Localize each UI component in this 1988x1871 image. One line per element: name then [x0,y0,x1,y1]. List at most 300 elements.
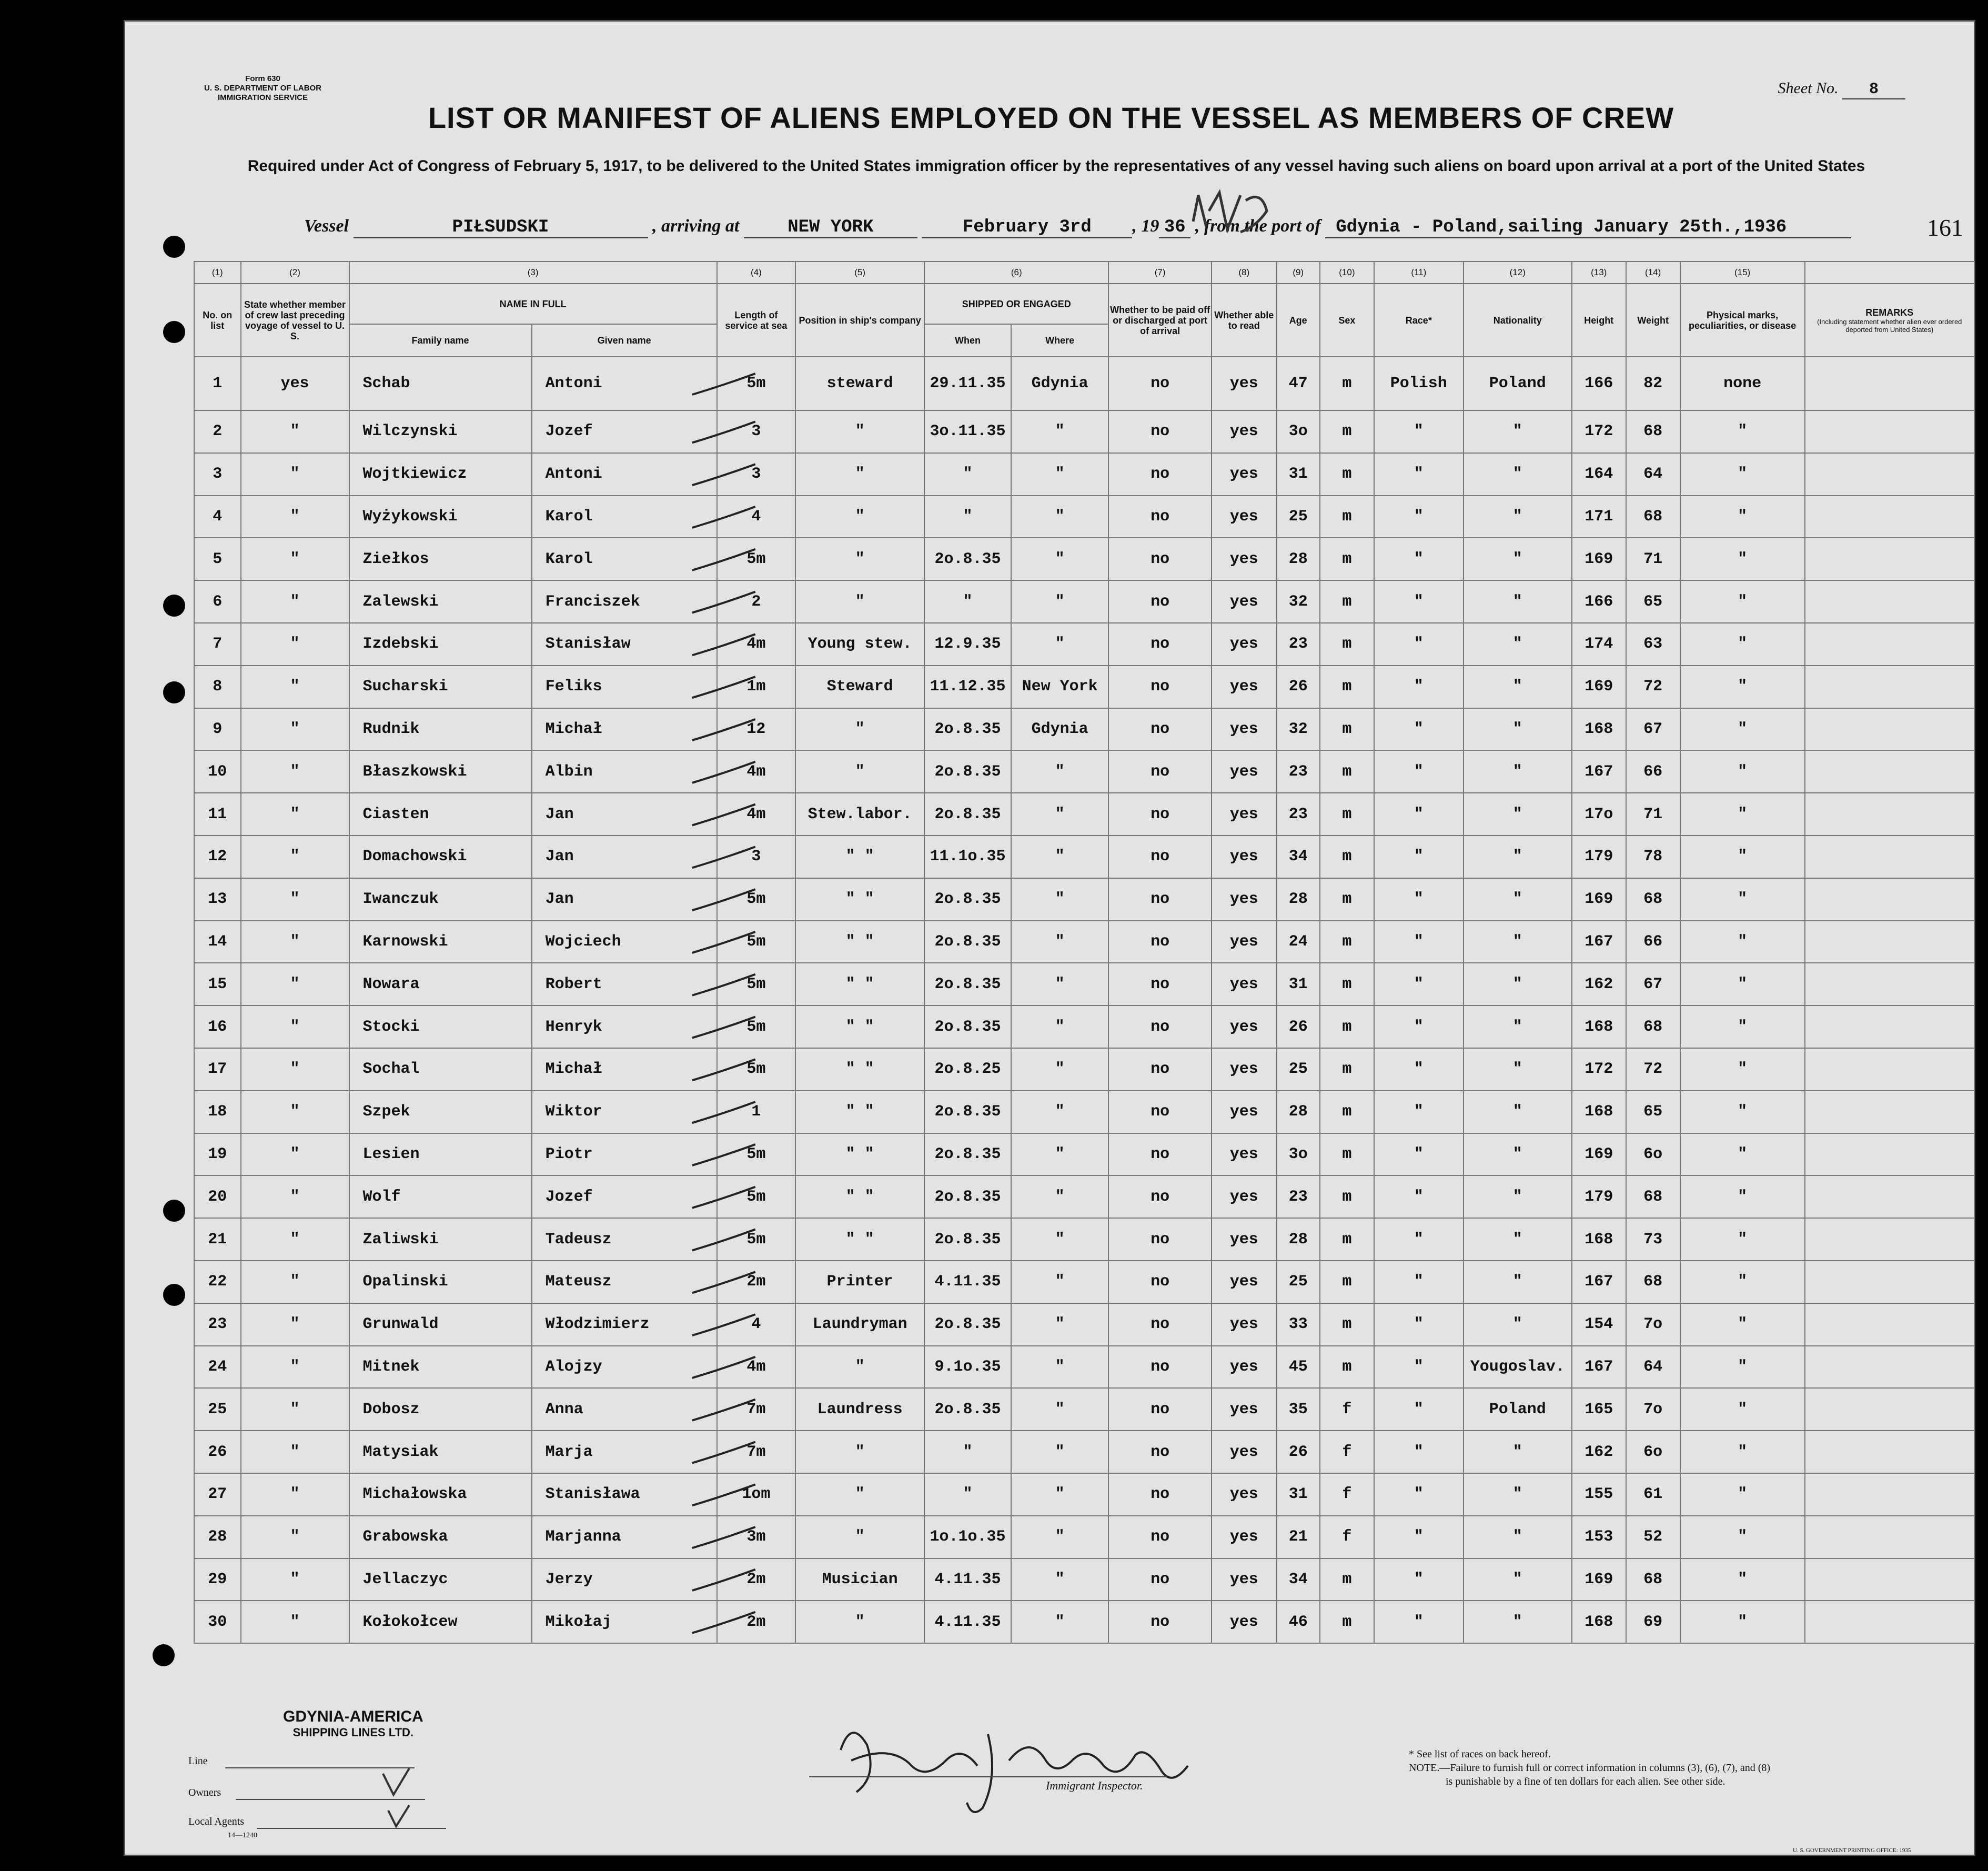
cell-shipped-when: " [924,580,1011,623]
cell-age: 28 [1277,878,1320,921]
cell-given-name: Tadeusz [532,1218,717,1261]
punch-hole [153,1644,175,1666]
cell-position: " [795,750,924,793]
cell-remarks [1805,1558,1974,1601]
cell-race: " [1374,1261,1464,1303]
cell-sex: m [1320,750,1374,793]
cell-nationality: " [1464,836,1572,878]
cell-able-read: yes [1212,496,1277,538]
cell-age: 26 [1277,1431,1320,1473]
cell-shipped-when: 2o.8.35 [924,1218,1011,1261]
cell-able-read: yes [1212,1175,1277,1218]
header-nationality: Nationality [1464,284,1572,357]
departure-port: Gdynia - Poland,sailing January 25th.,1936 [1325,217,1851,238]
cell-prior-voyage: " [241,496,349,538]
col-number: (12) [1464,261,1572,284]
cell-paid-off: no [1108,963,1212,1005]
cell-shipped-where: " [1011,836,1108,878]
cell-length-service: 2 [717,580,795,623]
cell-height: 167 [1572,921,1626,963]
cell-sex: m [1320,1218,1374,1261]
cell-length-service: 4m [717,623,795,666]
cell-physical-marks: none [1680,357,1805,410]
cell-length-service: 5m [717,538,795,580]
voyage-line [304,216,1851,238]
cell-family-name: Stocki [349,1005,532,1048]
cell-shipped-where: " [1011,1558,1108,1601]
cell-given-name: Wiktor [532,1091,717,1133]
cell-family-name: Mitnek [349,1346,532,1389]
cell-given-name: Jan [532,836,717,878]
cell-race: " [1374,1175,1464,1218]
cell-row-number: 22 [194,1261,241,1303]
cell-given-name: Albin [532,750,717,793]
cell-family-name: Grunwald [349,1303,532,1346]
cell-shipped-where: " [1011,1346,1108,1389]
header-row [194,284,1974,324]
cell-length-service: 4m [717,793,795,836]
cell-race: " [1374,878,1464,921]
cell-position: " " [795,1218,924,1261]
cell-position: " " [795,1005,924,1048]
cell-paid-off: no [1108,538,1212,580]
cell-length-service: 3m [717,1516,795,1558]
col-number: (8) [1212,261,1277,284]
table-row [194,793,1974,836]
cell-height: 168 [1572,1601,1626,1643]
punch-hole [163,321,185,343]
cell-remarks [1805,1388,1974,1431]
header-race: Race* [1374,284,1464,357]
cell-race: " [1374,1133,1464,1176]
cell-nationality: Yougoslav. [1464,1346,1572,1389]
cell-able-read: yes [1212,1346,1277,1389]
cell-position: Musician [795,1558,924,1601]
cell-paid-off: no [1108,496,1212,538]
cell-position: " [795,453,924,496]
cell-position: " " [795,836,924,878]
arrival-year: 36 [1159,217,1190,238]
cell-family-name: Nowara [349,963,532,1005]
cell-shipped-when: 2o.8.35 [924,878,1011,921]
cell-shipped-when: 11.12.35 [924,666,1011,708]
col-number: (4) [717,261,795,284]
cell-race: " [1374,750,1464,793]
cell-age: 23 [1277,1175,1320,1218]
cell-weight: 68 [1626,410,1680,453]
cell-height: 154 [1572,1303,1626,1346]
cell-physical-marks: " [1680,623,1805,666]
cell-remarks [1805,793,1974,836]
footnote-penalty-cont: is punishable by a fine of ten dollars for each alien. See other side. [1446,1776,1725,1787]
cell-race: " [1374,1005,1464,1048]
col-number: (11) [1374,261,1464,284]
cell-prior-voyage: " [241,878,349,921]
cell-family-name: Matysiak [349,1431,532,1473]
cell-length-service: 2m [717,1601,795,1643]
cell-weight: 68 [1626,878,1680,921]
cell-race: " [1374,963,1464,1005]
cell-length-service: 1 [717,1091,795,1133]
cell-paid-off: no [1108,1473,1212,1516]
col-number: (7) [1108,261,1212,284]
cell-nationality: " [1464,410,1572,453]
header-given-name: Given name [532,324,717,357]
cell-shipped-when: 3o.11.35 [924,410,1011,453]
form-identifier [204,74,321,103]
cell-race: " [1374,1601,1464,1643]
cell-shipped-where: Gdynia [1011,357,1108,410]
cell-shipped-where: " [1011,750,1108,793]
cell-position: " [795,410,924,453]
handwritten-mark [1177,179,1293,258]
table-row [194,836,1974,878]
table-row [194,1303,1974,1346]
cell-given-name: Marja [532,1431,717,1473]
header-physical: Physical marks, peculiarities, or disease [1680,284,1805,357]
cell-nationality: " [1464,1133,1572,1176]
table-row [194,708,1974,751]
cell-row-number: 5 [194,538,241,580]
cell-shipped-when: 29.11.35 [924,357,1011,410]
cell-weight: 71 [1626,793,1680,836]
cell-sex: m [1320,921,1374,963]
cell-shipped-where: " [1011,1048,1108,1091]
cell-row-number: 19 [194,1133,241,1176]
cell-able-read: yes [1212,1388,1277,1431]
cell-shipped-when: 11.1o.35 [924,836,1011,878]
cell-able-read: yes [1212,921,1277,963]
cell-nationality: " [1464,666,1572,708]
cell-remarks [1805,878,1974,921]
inspector-signature-line [809,1776,1167,1777]
cell-paid-off: no [1108,1091,1212,1133]
cell-weight: 68 [1626,496,1680,538]
col-number: (9) [1277,261,1320,284]
cell-length-service: 2m [717,1558,795,1601]
table-row [194,496,1974,538]
cell-able-read: yes [1212,538,1277,580]
header-height: Height [1572,284,1626,357]
cell-family-name: Zalewski [349,580,532,623]
cell-prior-voyage: " [241,1303,349,1346]
cell-shipped-when: 2o.8.35 [924,1388,1011,1431]
cell-prior-voyage: " [241,1133,349,1176]
cell-weight: 52 [1626,1516,1680,1558]
cell-given-name: Stanisław [532,623,717,666]
table-row [194,921,1974,963]
cell-position: Printer [795,1261,924,1303]
cell-able-read: yes [1212,1261,1277,1303]
cell-weight: 7o [1626,1303,1680,1346]
cell-shipped-where: " [1011,1218,1108,1261]
table-row [194,750,1974,793]
header-state-member: State whether member of crew last preceding voyage of vessel to U. S. [241,284,349,357]
cell-race: " [1374,1218,1464,1261]
cell-age: 3o [1277,410,1320,453]
cell-sex: m [1320,1005,1374,1048]
cell-able-read: yes [1212,410,1277,453]
cell-given-name: Stanisława [532,1473,717,1516]
cell-physical-marks: " [1680,1091,1805,1133]
cell-paid-off: no [1108,410,1212,453]
cell-weight: 67 [1626,963,1680,1005]
cell-given-name: Jerzy [532,1558,717,1601]
cell-length-service: 7m [717,1431,795,1473]
cell-length-service: 4m [717,1346,795,1389]
cell-height: 165 [1572,1388,1626,1431]
cell-age: 23 [1277,793,1320,836]
cell-race: " [1374,1346,1464,1389]
header-remarks-sub: (Including statement whether alien ever ordered deported from United States) [1817,317,1962,334]
cell-age: 35 [1277,1388,1320,1431]
cell-shipped-when: 2o.8.35 [924,793,1011,836]
cell-physical-marks: " [1680,1261,1805,1303]
cell-shipped-where: " [1011,538,1108,580]
cell-length-service: 4 [717,1303,795,1346]
cell-shipped-when: 1o.1o.35 [924,1516,1011,1558]
cell-able-read: yes [1212,1091,1277,1133]
cell-paid-off: no [1108,1388,1212,1431]
cell-shipped-where: " [1011,921,1108,963]
cell-able-read: yes [1212,1303,1277,1346]
cell-shipped-where: " [1011,1261,1108,1303]
cell-nationality: " [1464,496,1572,538]
header-sex: Sex [1320,284,1374,357]
inspector-signature [820,1713,1198,1818]
cell-race: " [1374,1091,1464,1133]
cell-remarks [1805,1601,1974,1643]
cell-age: 32 [1277,580,1320,623]
cell-remarks [1805,1303,1974,1346]
cell-weight: 68 [1626,1261,1680,1303]
cell-sex: m [1320,623,1374,666]
cell-shipped-when: 2o.8.35 [924,1133,1011,1176]
col-number: (13) [1572,261,1626,284]
cell-prior-voyage: " [241,666,349,708]
cell-remarks [1805,1005,1974,1048]
cell-given-name: Robert [532,963,717,1005]
cell-length-service: 3 [717,453,795,496]
cell-physical-marks: " [1680,878,1805,921]
punch-hole [163,1284,185,1306]
cell-race: " [1374,1558,1464,1601]
header-weight: Weight [1626,284,1680,357]
form-number: Form 630 [245,74,280,83]
cell-prior-voyage: " [241,1091,349,1133]
cell-age: 28 [1277,1218,1320,1261]
cell-age: 28 [1277,1091,1320,1133]
department-name: U. S. DEPARTMENT OF LABOR [204,84,322,93]
cell-shipped-when: 4.11.35 [924,1558,1011,1601]
cell-physical-marks: " [1680,1133,1805,1176]
cell-height: 153 [1572,1516,1626,1558]
cell-length-service: 3 [717,410,795,453]
cell-height: 168 [1572,1005,1626,1048]
cell-prior-voyage: " [241,410,349,453]
cell-height: 179 [1572,836,1626,878]
cell-sex: m [1320,708,1374,751]
cell-family-name: Iwanczuk [349,878,532,921]
arrival-port: NEW YORK [744,217,917,238]
cell-physical-marks: " [1680,453,1805,496]
header-no-on-list: No. on list [194,284,241,357]
cell-nationality: " [1464,878,1572,921]
cell-paid-off: no [1108,836,1212,878]
punch-hole [163,681,185,703]
cell-prior-voyage: " [241,580,349,623]
cell-height: 172 [1572,410,1626,453]
cell-sex: m [1320,963,1374,1005]
cell-position: " [795,496,924,538]
cell-remarks [1805,1091,1974,1133]
cell-sex: m [1320,1048,1374,1091]
cell-row-number: 21 [194,1218,241,1261]
cell-shipped-where: " [1011,1431,1108,1473]
cell-height: 168 [1572,1218,1626,1261]
cell-age: 34 [1277,1558,1320,1601]
cell-remarks [1805,1473,1974,1516]
cell-shipped-when: " [924,1431,1011,1473]
table-row [194,666,1974,708]
cell-prior-voyage: " [241,1261,349,1303]
cell-remarks [1805,623,1974,666]
cell-given-name: Piotr [532,1133,717,1176]
cell-position: Young stew. [795,623,924,666]
cell-physical-marks: " [1680,410,1805,453]
cell-shipped-where: " [1011,1388,1108,1431]
cell-race: Polish [1374,357,1464,410]
table-row [194,1346,1974,1389]
cell-race: " [1374,708,1464,751]
cell-shipped-where: " [1011,878,1108,921]
cell-prior-voyage: " [241,453,349,496]
header-when: When [924,324,1011,357]
cell-remarks [1805,963,1974,1005]
cell-given-name: Franciszek [532,580,717,623]
cell-weight: 66 [1626,921,1680,963]
cell-given-name: Jan [532,793,717,836]
cell-position: " " [795,963,924,1005]
cell-race: " [1374,453,1464,496]
cell-sex: m [1320,1601,1374,1643]
cell-remarks [1805,538,1974,580]
year-prefix: , 19 [1132,216,1159,236]
cell-physical-marks: " [1680,1218,1805,1261]
cell-paid-off: no [1108,1303,1212,1346]
cell-position: steward [795,357,924,410]
cell-nationality: " [1464,1473,1572,1516]
cell-sex: m [1320,538,1374,580]
cell-able-read: yes [1212,1601,1277,1643]
cell-age: 28 [1277,538,1320,580]
table-row [194,623,1974,666]
cell-physical-marks: " [1680,921,1805,963]
cell-shipped-where: " [1011,1091,1108,1133]
cell-length-service: 5m [717,1005,795,1048]
cell-able-read: yes [1212,1516,1277,1558]
cell-nationality: " [1464,1601,1572,1643]
cell-row-number: 26 [194,1431,241,1473]
cell-weight: 63 [1626,623,1680,666]
cell-physical-marks: " [1680,963,1805,1005]
manifest-sheet [124,20,1975,1856]
cell-physical-marks: " [1680,1388,1805,1431]
cell-shipped-where: " [1011,963,1108,1005]
cell-shipped-where: " [1011,1516,1108,1558]
cell-age: 47 [1277,357,1320,410]
col-number: (5) [795,261,924,284]
cell-shipped-when: 2o.8.35 [924,921,1011,963]
cell-race: " [1374,1473,1464,1516]
cell-given-name: Anna [532,1388,717,1431]
cell-paid-off: no [1108,1175,1212,1218]
cell-nationality: " [1464,1091,1572,1133]
cell-length-service: 2m [717,1261,795,1303]
table-row [194,1133,1974,1176]
table-row [194,1516,1974,1558]
cell-prior-voyage: " [241,1048,349,1091]
vessel-label: Vessel [304,216,349,236]
cell-row-number: 3 [194,453,241,496]
cell-physical-marks: " [1680,793,1805,836]
cell-weight: 67 [1626,708,1680,751]
cell-sex: m [1320,1558,1374,1601]
cell-length-service: 5m [717,1175,795,1218]
cell-able-read: yes [1212,1048,1277,1091]
company-name: GDYNIA-AMERICA [283,1708,423,1725]
cell-paid-off: no [1108,1218,1212,1261]
cell-family-name: Izdebski [349,623,532,666]
cell-given-name: Alojzy [532,1346,717,1389]
cell-shipped-where: " [1011,1175,1108,1218]
cell-nationality: " [1464,921,1572,963]
cell-shipped-where: " [1011,580,1108,623]
cell-nationality: " [1464,1303,1572,1346]
cell-paid-off: no [1108,453,1212,496]
cell-length-service: 1om [717,1473,795,1516]
cell-physical-marks: " [1680,836,1805,878]
cell-family-name: Rudnik [349,708,532,751]
cell-prior-voyage: " [241,793,349,836]
cell-given-name: Włodzimierz [532,1303,717,1346]
cell-shipped-when: 2o.8.35 [924,708,1011,751]
cell-weight: 6o [1626,1133,1680,1176]
cell-family-name: Błaszkowski [349,750,532,793]
cell-length-service: 5m [717,921,795,963]
cell-given-name: Marjanna [532,1516,717,1558]
cell-family-name: Dobosz [349,1388,532,1431]
cell-given-name: Karol [532,496,717,538]
cell-shipped-where: " [1011,410,1108,453]
punch-hole [163,595,185,617]
cell-shipped-where: " [1011,453,1108,496]
header-name-in-full: NAME IN FULL [349,284,717,324]
cell-physical-marks: " [1680,1175,1805,1218]
cell-given-name: Michał [532,708,717,751]
cell-sex: m [1320,580,1374,623]
footnote-penalty: NOTE.—Failure to furnish full or correct information in columns (3), (6), (7), and (8) [1409,1762,1771,1774]
cell-weight: 64 [1626,1346,1680,1389]
cell-nationality: " [1464,963,1572,1005]
vessel-name: PIŁSUDSKI [354,217,648,238]
cell-height: 166 [1572,580,1626,623]
cell-row-number: 8 [194,666,241,708]
cell-shipped-when: " [924,496,1011,538]
cell-row-number: 16 [194,1005,241,1048]
cell-sex: m [1320,1346,1374,1389]
table-row [194,538,1974,580]
